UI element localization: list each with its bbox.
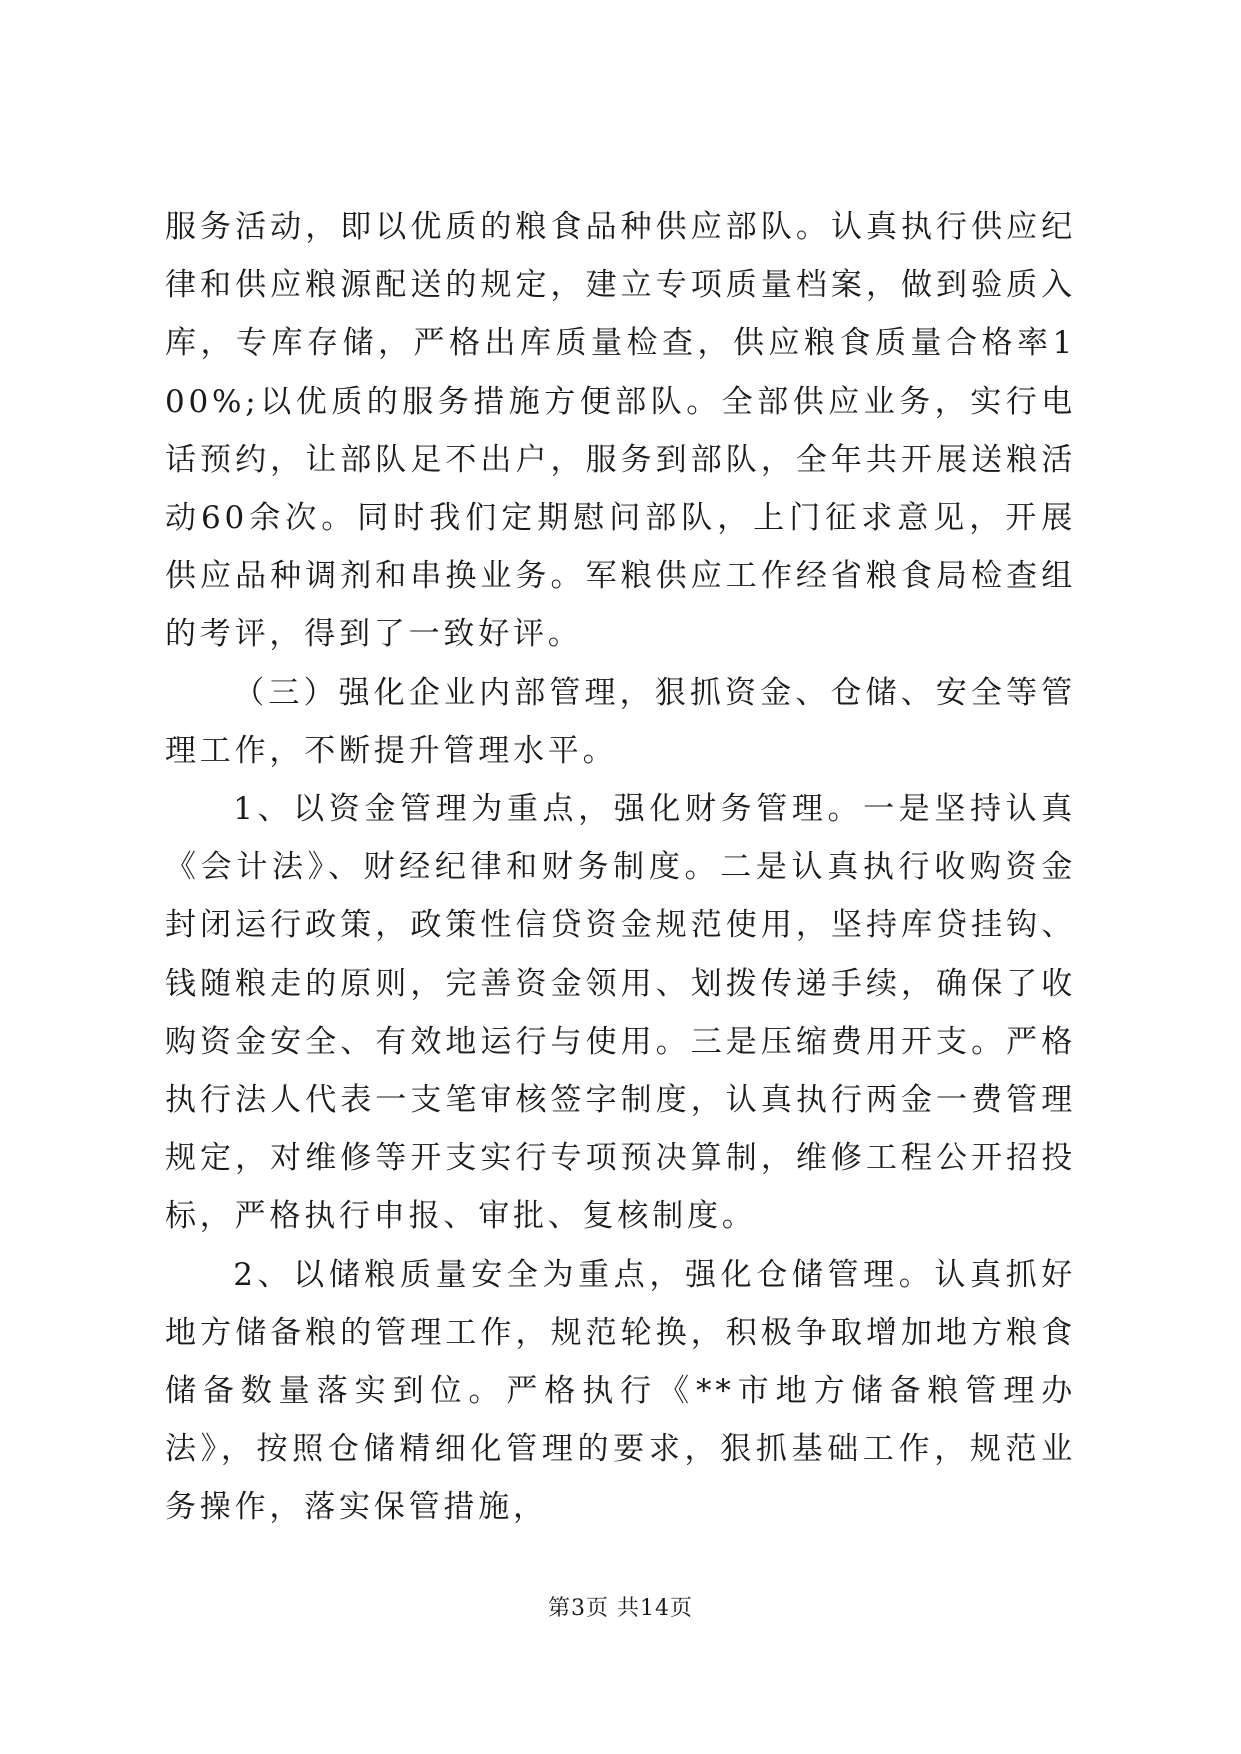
paragraph-financial-management: 1、以资金管理为重点，强化财务管理。一是坚持认真《会计法》、财经纪律和财务制度。二是认真执行收购资金封闭运行政策，政策性信贷资金规范使用，坚持库贷挂钩、钱随粮走的原则，完善资金领用、划拨传递手续，确保了收购资金安全、有效地运行与使用。三是压缩费用开支。严格执行法人代表一支笔审核签字制度，认真执行两金一费管理规定，对维修等开支实行专项预决算制，维修工程公开招投标，严格执行申报、审批、复核制度。 [165,791,1076,1235]
page-footer: 第3页 共14页 [548,1596,693,1621]
paragraph-military-grain-supply: 服务活动，即以优质的粮食品种供应部队。认真执行供应纪律和供应粮源配送的规定，建立专项质量档案，做到验质入库，专库存储，严格出库质量检查，供应粮食质量合格率100%;以优质的服务措施方便部队。全部供应业务，实行电话预约，让部队足不出户，服务到部队，全年共开展送粮活动60余次。同时我们定期慰问部队，上门征求意见，开展供应品种调剂和串换业务。军粮供应工作经省粮食局检查组的考评，得到了一致好评。 [165,209,1076,653]
section-heading-internal-management: （三）强化企业内部管理，狠抓资金、仓储、安全等管理工作，不断提升管理水平。 [165,674,1076,769]
document-body [165,198,1076,1537]
paragraph-storage-management: 2、以储粮质量安全为重点，强化仓储管理。认真抓好地方储备粮的管理工作，规范轮换，积极争取增加地方粮食储备数量落实到位。严格执行《**市地方储备粮管理办法》，按照仓储精细化管理的要求，狠抓基础工作，规范业务操作，落实保管措施， [165,1256,1076,1526]
